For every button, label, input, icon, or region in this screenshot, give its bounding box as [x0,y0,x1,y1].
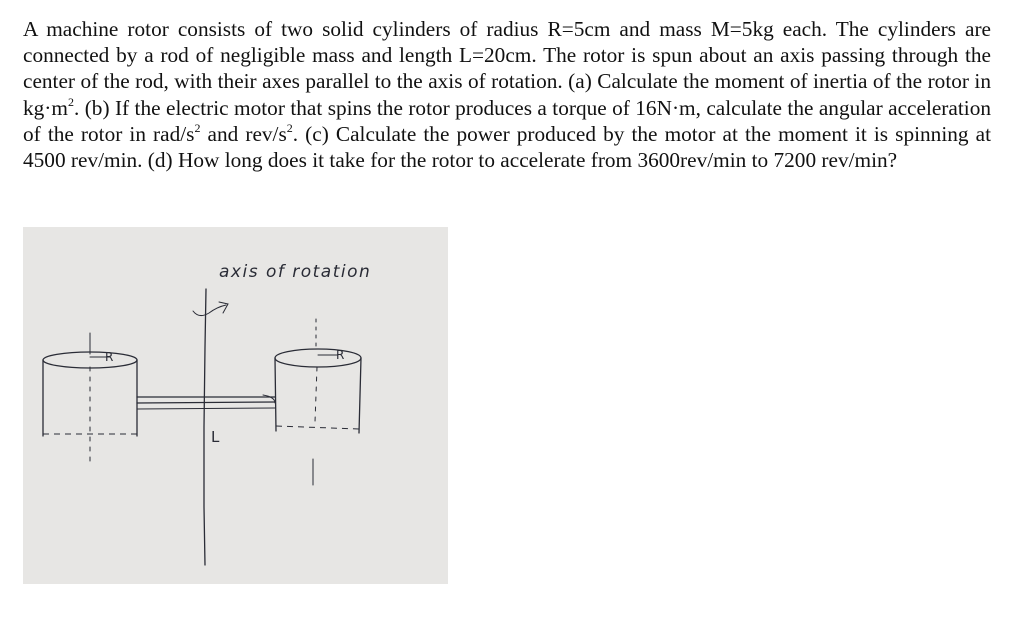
right-cylinder [275,319,361,485]
left-radius-label: R [105,350,114,364]
right-radius-label: R [336,348,345,362]
rotor-sketch-figure [23,227,448,584]
problem-text-part-2: . (b) If the electric motor that spins the rotor produces a torque of 16N·m, calculate the angular acceleration of the rotor in rad/s [23,95,991,146]
rotation-axis-line [204,289,206,565]
superscript-m2: 2 [67,94,74,109]
rotation-arrow-head [219,302,228,313]
problem-text-part-3: and rev/s [200,121,287,146]
length-label: L [211,428,220,446]
problem-text-part-1: A machine rotor consists of two solid cylinders of radius R=5cm and mass M=5kg each. The cylinders are connected by a rod of negligible mass and length L=20cm. The rotor is spun about an axis passing through the center of the rod, with their axes parallel to the axis of rotation. (a) Calculate the moment of inertia of the rotor in kg·m [23,17,991,120]
superscript-rad-s2: 2 [194,120,201,135]
problem-statement [23,16,991,173]
left-cylinder [43,333,137,465]
axis-of-rotation-label: axis of rotation [219,262,372,282]
connecting-rod [137,395,275,409]
superscript-rev-s2: 2 [286,120,293,135]
problem-text-part-4: . (c) Calculate the power produced by the motor at the moment it is spinning at 4500 rev/min. (d) How long does it take for the rotor to accelerate from 3600rev/min to 7200 rev/min? [23,121,991,173]
rotor-sketch-drawing [23,227,448,584]
rotation-direction-arrow [193,305,226,316]
